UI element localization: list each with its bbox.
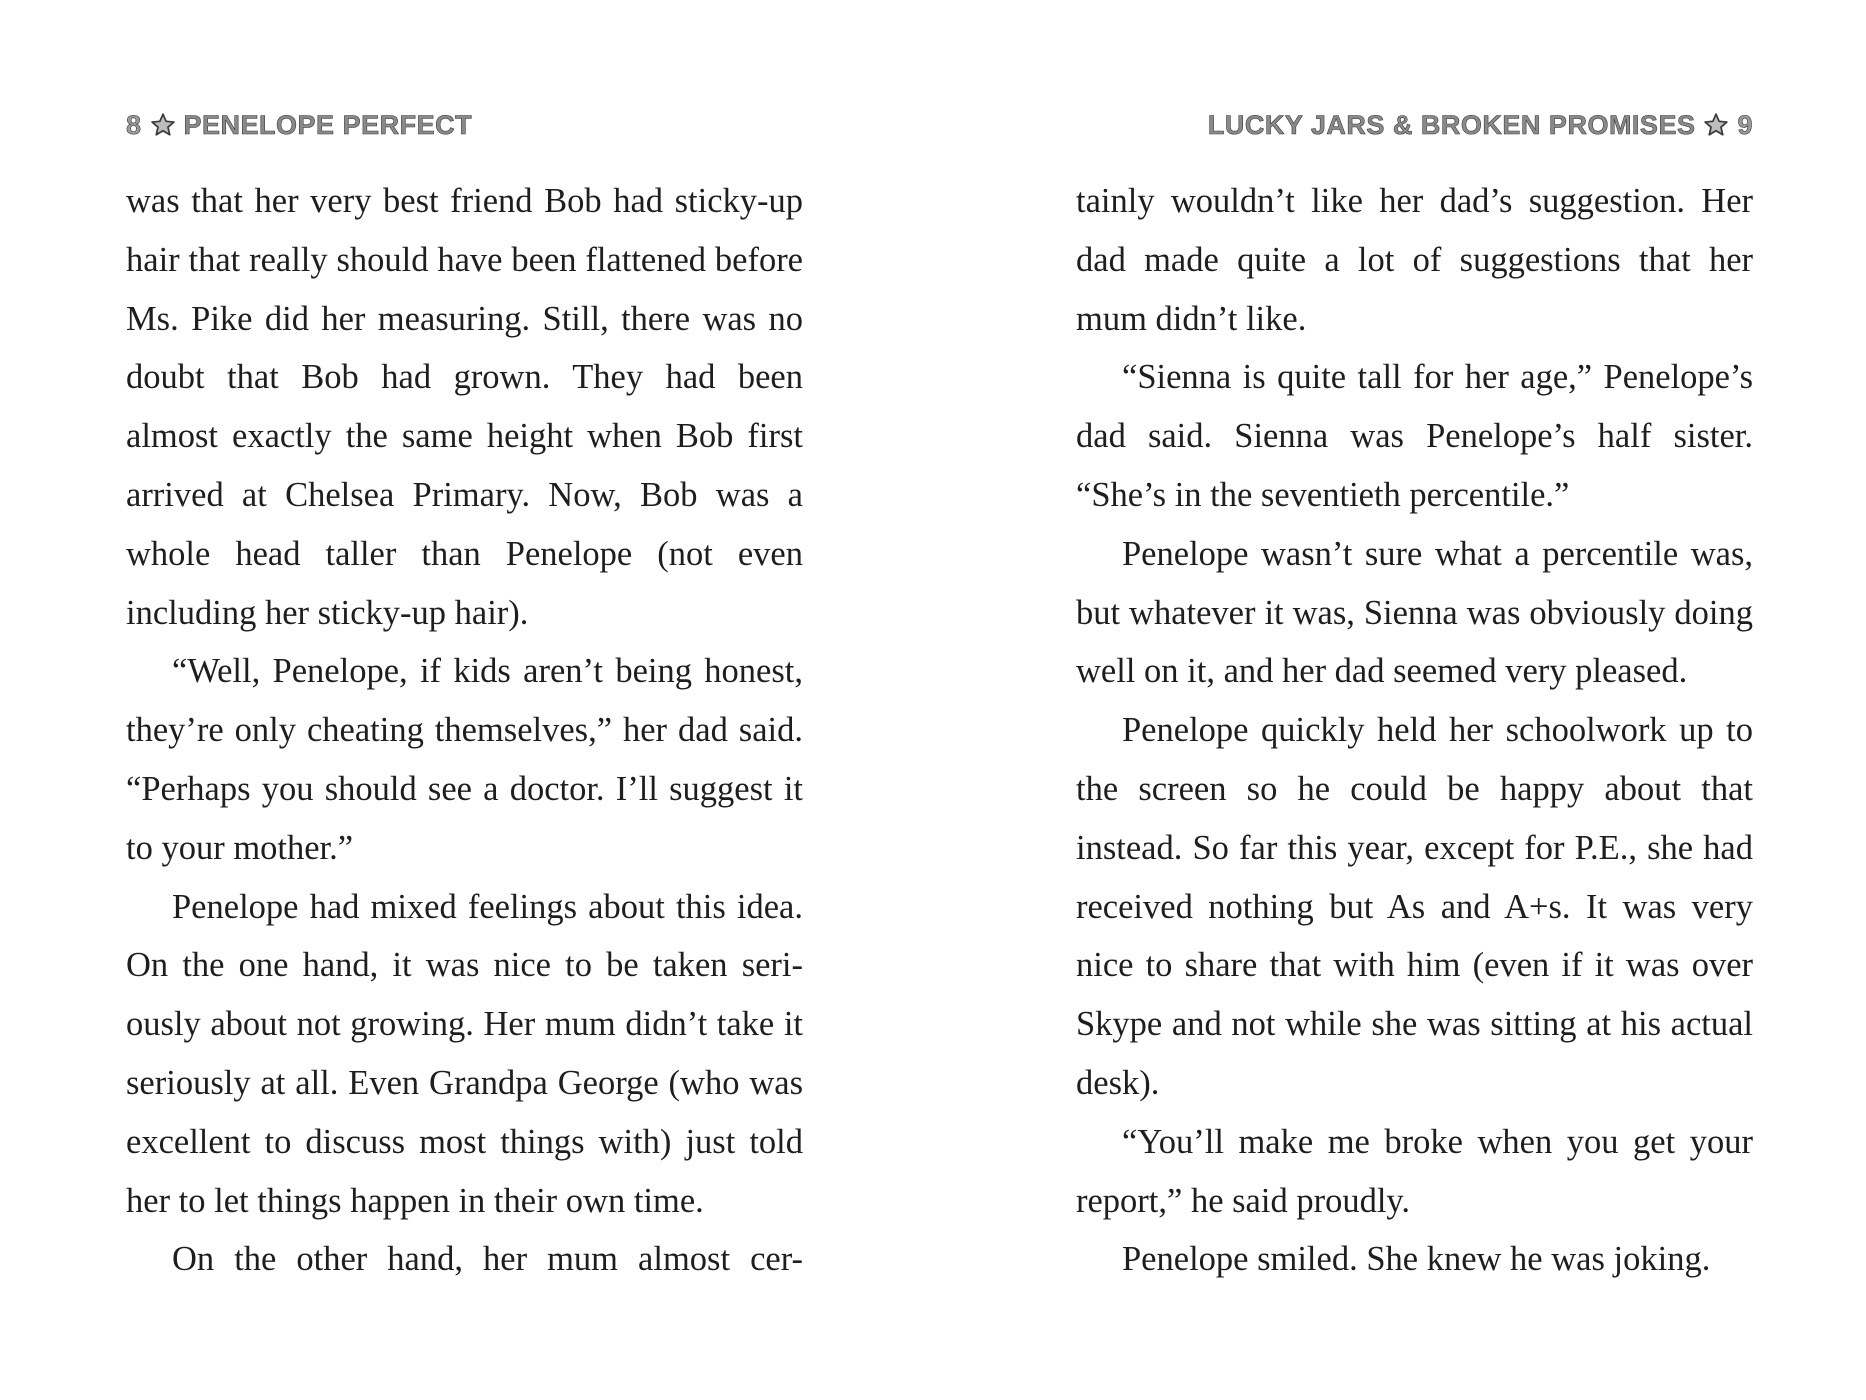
- running-head-left: [126, 108, 472, 142]
- right-page: [1076, 0, 1753, 1400]
- paragraph: Penelope had mixed feelings about this idea. On the one hand, it was nice to be taken seri-ously about not growing. Her mum didn’t take it seriously at all. Even Grandpa George (who was excellent to discuss most things with) just told her to let things happen in their own time.: [126, 887, 803, 1220]
- running-title-right: LUCKY JARS & BROKEN PROMISES: [1207, 109, 1696, 140]
- paragraph: was that her very best friend Bob had sticky-up hair that really should have been flattened before Ms. Pike did her measuring. Still, there was no doubt that Bob had grown. They had been almost exactly the same height when Bob first arrived at Chelsea Primary. Now, Bob was a whole head taller than Penelope (not even including her sticky-up hair).: [126, 182, 803, 632]
- paragraph: On the other hand, her mum almost cer-: [172, 1240, 803, 1279]
- running-title-left: PENELOPE PERFECT: [183, 109, 473, 140]
- running-head-right: [1208, 108, 1753, 142]
- paragraph: “You’ll make me broke when you get your report,” he said proudly.: [1076, 1122, 1753, 1220]
- left-page-body: [126, 172, 803, 1289]
- paragraph: “Well, Penelope, if kids aren’t being honest, they’re only cheating themselves,” her dad said. “Perhaps you should see a doctor. I’ll suggest it to your mother.”: [126, 652, 803, 867]
- right-page-body: [1076, 172, 1753, 1289]
- page-number-right: 9: [1737, 109, 1753, 140]
- paragraph: Penelope smiled. She knew he was joking.: [1122, 1240, 1711, 1279]
- page-number-left: 8: [126, 109, 142, 140]
- star-outline-icon: [150, 112, 176, 138]
- paragraph: Penelope quickly held her schoolwork up to the screen so he could be happy about that instead. So far this year, except for P.E., she had received nothing but As and A+s. It was very nice to share that with him (even if it was over Skype and not while she was sitting at his actual desk).: [1076, 711, 1753, 1102]
- paragraph: Penelope wasn’t sure what a percentile was, but whatever it was, Sienna was obviously doing well on it, and her dad seemed very pleased.: [1076, 534, 1753, 691]
- paragraph: “Sienna is quite tall for her age,” Penelope’s dad said. Sienna was Penelope’s half sister. “She’s in the seventieth percentile.”: [1076, 358, 1753, 514]
- left-page: [126, 0, 803, 1400]
- paragraph: tainly wouldn’t like her dad’s suggestion. Her dad made quite a lot of suggestions that her mum didn’t like.: [1076, 182, 1753, 338]
- star-outline-icon: [1703, 112, 1729, 138]
